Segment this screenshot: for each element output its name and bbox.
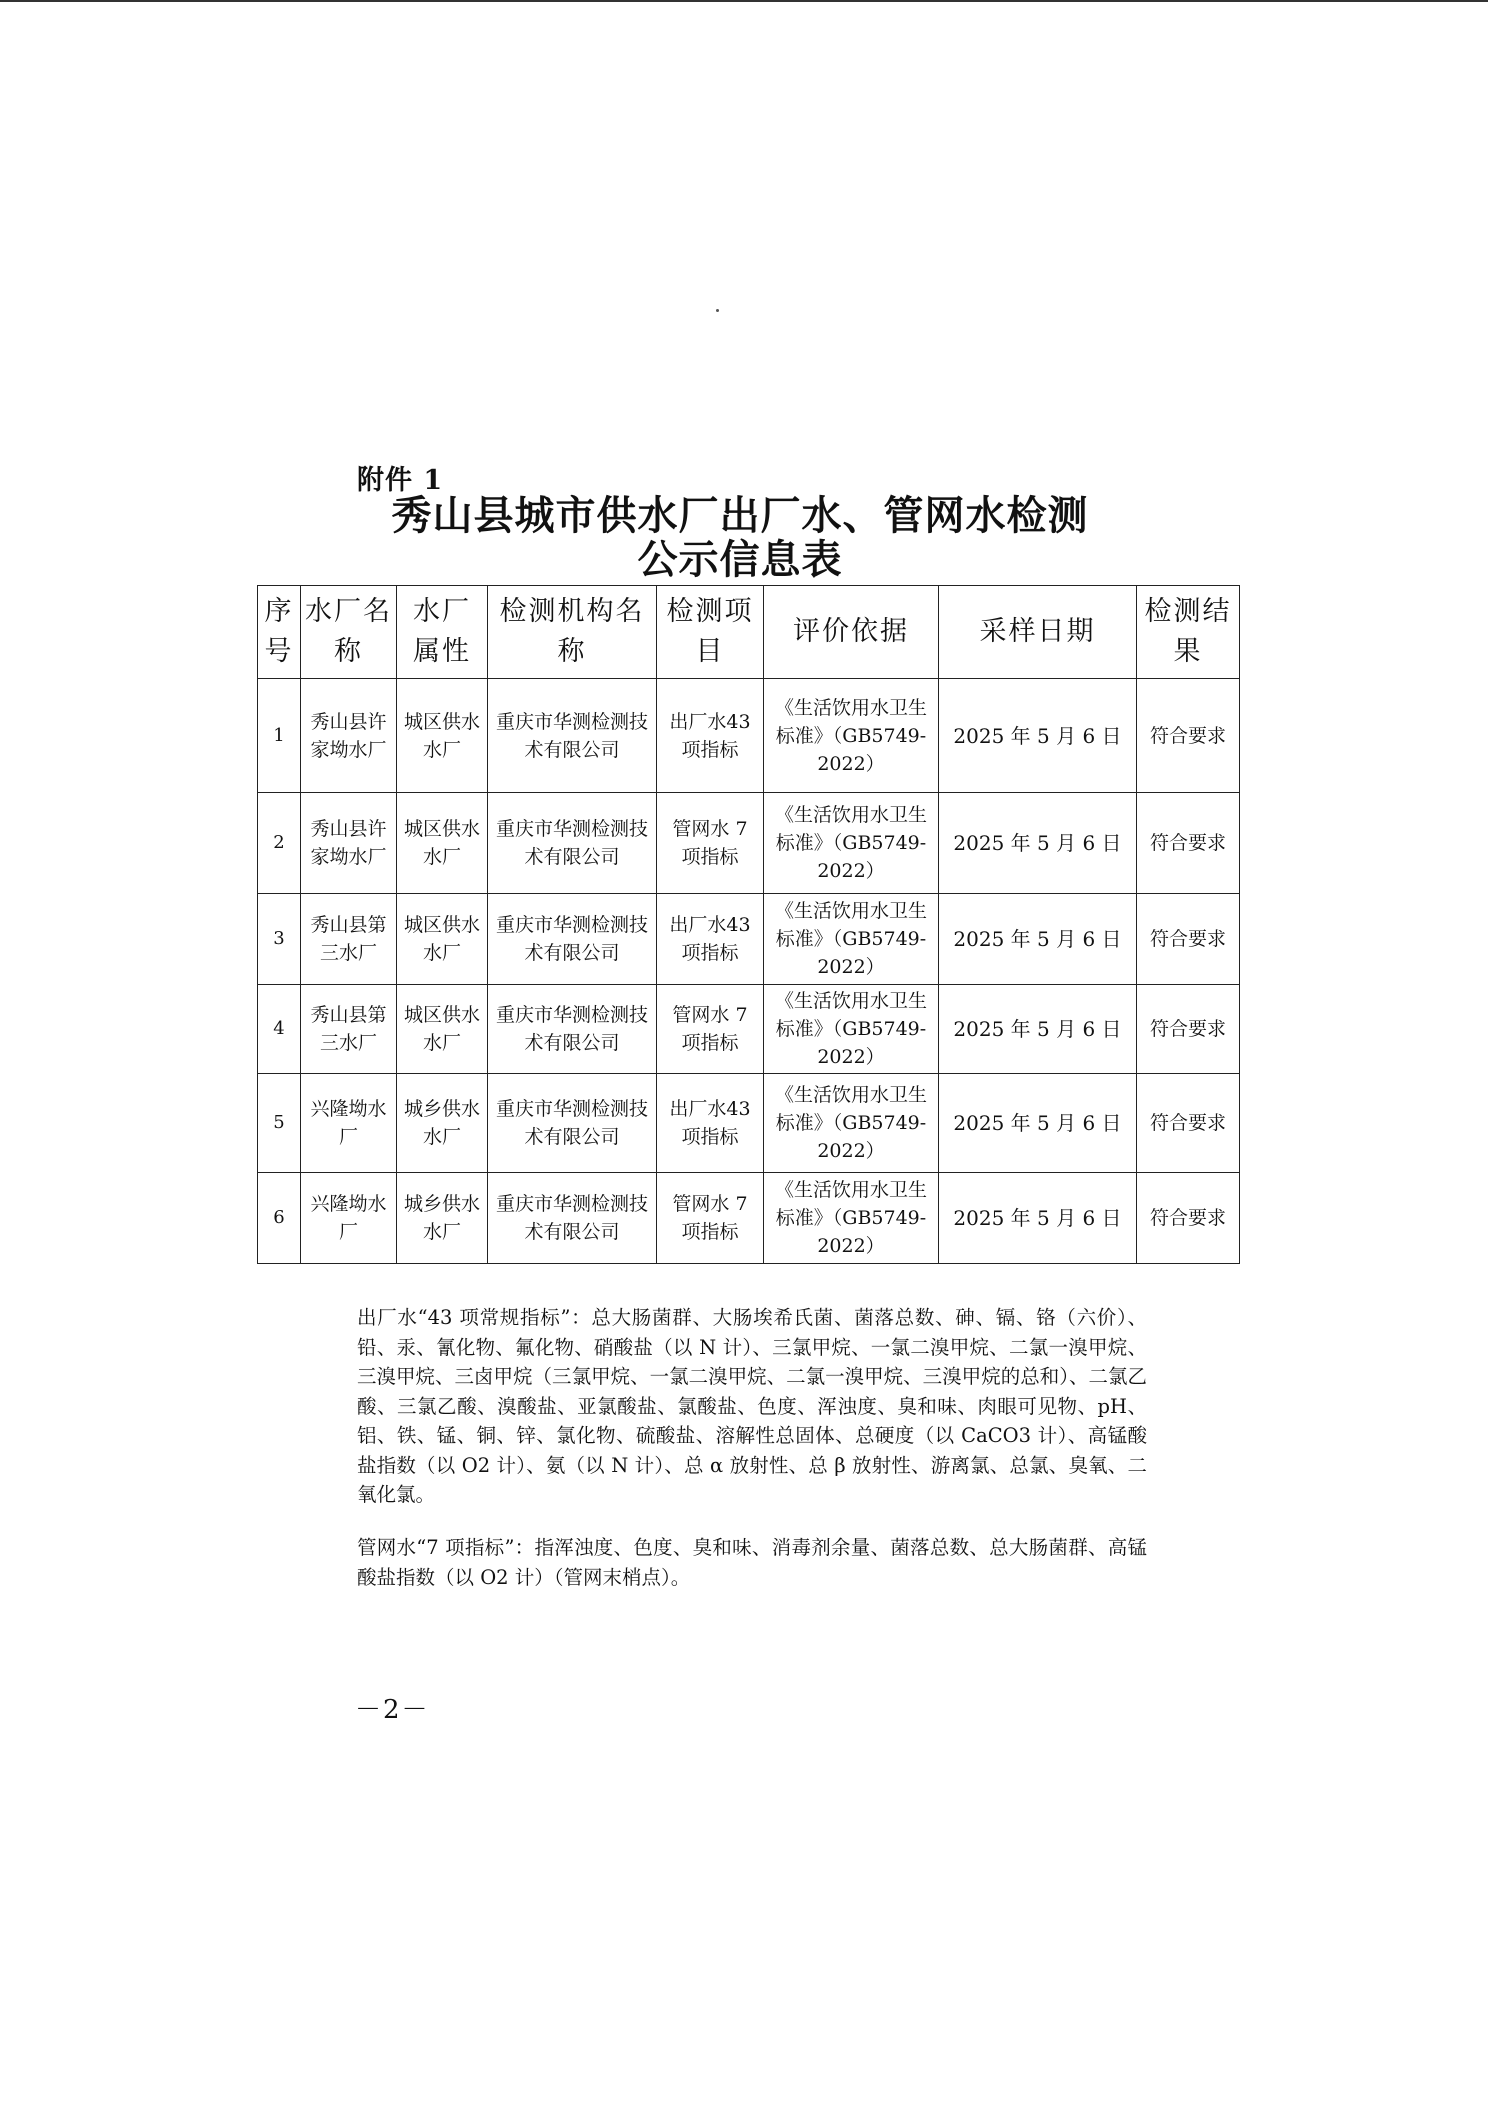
header-cell-result: 检测结果: [1137, 586, 1240, 679]
test-item: 管网水 7 项指标: [657, 985, 764, 1074]
table-header-row: [258, 586, 1240, 679]
sampling-date: 2025 年 5 月 6 日: [939, 894, 1137, 985]
plant-name: 秀山县许家坳水厂: [301, 679, 397, 793]
evaluation-basis: 《生活饮用水卫生标准》（GB5749-2022）: [764, 985, 939, 1074]
page-number: －2－: [355, 1695, 430, 1725]
attachment-label: 附件 1: [357, 465, 444, 496]
table-row: [258, 1074, 1240, 1173]
plant-name: 秀山县第三水厂: [301, 894, 397, 985]
sampling-date: 2025 年 5 月 6 日: [939, 1074, 1137, 1173]
sampling-date: 2025 年 5 月 6 日: [939, 985, 1137, 1074]
scan-speck: [716, 309, 719, 312]
testing-agency: 重庆市华测检测技术有限公司: [488, 1074, 657, 1173]
evaluation-basis: 《生活饮用水卫生标准》（GB5749-2022）: [764, 1173, 939, 1264]
evaluation-basis: 《生活饮用水卫生标准》（GB5749-2022）: [764, 894, 939, 985]
note-factory-water: 出厂水“43 项常规指标”：总大肠菌群、大肠埃希氏菌、菌落总数、砷、镉、铬（六价）、铅、汞、氰化物、氟化物、硝酸盐（以 N 计）、三氯甲烷、一氯二溴甲烷、二氯一溴甲烷、三溴甲烷、三卤甲烷（三氯甲烷、一氯二溴甲烷、二氯一溴甲烷、三溴甲烷的总和）、二氯乙酸、三氯乙酸、溴酸盐、亚氯酸盐、氯酸盐、色度、浑浊度、臭和味、肉眼可见物、pH、铝、铁、锰、铜、锌、氯化物、硫酸盐、溶解性总固体、总硬度（以 CaCO3 计）、高锰酸盐指数（以 O2 计）、氨（以 N 计）、总 α 放射性、总 β 放射性、游离氯、总氯、臭氧、二氧化氯。: [357, 1306, 1147, 1506]
header-cell-item: 检测项目: [657, 586, 764, 679]
table-row: [258, 985, 1240, 1074]
test-item: 出厂水43项指标: [657, 1074, 764, 1173]
testing-agency: 重庆市华测检测技术有限公司: [488, 985, 657, 1074]
plant-name: 秀山县许家坳水厂: [301, 793, 397, 894]
row-number: 2: [258, 793, 301, 894]
testing-agency: 重庆市华测检测技术有限公司: [488, 894, 657, 985]
table-row: [258, 793, 1240, 894]
test-item: 管网水 7 项指标: [657, 1173, 764, 1264]
sampling-date: 2025 年 5 月 6 日: [939, 1173, 1137, 1264]
document-title-line-1: 秀山县城市供水厂出厂水、管网水检测: [391, 492, 1089, 539]
test-item: 管网水 7 项指标: [657, 793, 764, 894]
row-number: 5: [258, 1074, 301, 1173]
page-top-edge: [0, 0, 1488, 2]
test-result: 符合要求: [1137, 679, 1240, 793]
header-cell-date: 采样日期: [939, 586, 1137, 679]
evaluation-basis: 《生活饮用水卫生标准》（GB5749-2022）: [764, 1074, 939, 1173]
plant-attribute: 城区供水水厂: [397, 985, 488, 1074]
evaluation-basis: 《生活饮用水卫生标准》（GB5749-2022）: [764, 793, 939, 894]
plant-attribute: 城区供水水厂: [397, 679, 488, 793]
test-result: 符合要求: [1137, 793, 1240, 894]
header-cell-no: 序号: [258, 586, 301, 679]
plant-attribute: 城乡供水水厂: [397, 1173, 488, 1264]
testing-agency: 重庆市华测检测技术有限公司: [488, 793, 657, 894]
row-number: 6: [258, 1173, 301, 1264]
test-result: 符合要求: [1137, 985, 1240, 1074]
sampling-date: 2025 年 5 月 6 日: [939, 793, 1137, 894]
plant-name: 秀山县第三水厂: [301, 985, 397, 1074]
table-row: [258, 894, 1240, 985]
header-cell-plant: 水厂名称: [301, 586, 397, 679]
inspection-table: [257, 585, 1240, 1264]
row-number: 3: [258, 894, 301, 985]
header-cell-attr: 水厂属性: [397, 586, 488, 679]
plant-name: 兴隆坳水厂: [301, 1074, 397, 1173]
test-result: 符合要求: [1137, 1173, 1240, 1264]
test-result: 符合要求: [1137, 1074, 1240, 1173]
table-row: [258, 679, 1240, 793]
table-row: [258, 1173, 1240, 1264]
document-title-line-2: 公示信息表: [637, 536, 843, 583]
test-result: 符合要求: [1137, 894, 1240, 985]
header-cell-agency: 检测机构名称: [488, 586, 657, 679]
plant-attribute: 城区供水水厂: [397, 793, 488, 894]
sampling-date: 2025 年 5 月 6 日: [939, 679, 1137, 793]
plant-name: 兴隆坳水厂: [301, 1173, 397, 1264]
testing-agency: 重庆市华测检测技术有限公司: [488, 679, 657, 793]
testing-agency: 重庆市华测检测技术有限公司: [488, 1173, 657, 1264]
row-number: 1: [258, 679, 301, 793]
test-item: 出厂水43项指标: [657, 679, 764, 793]
evaluation-basis: 《生活饮用水卫生标准》（GB5749-2022）: [764, 679, 939, 793]
row-number: 4: [258, 985, 301, 1074]
header-cell-basis: 评价依据: [764, 586, 939, 679]
test-item: 出厂水43项指标: [657, 894, 764, 985]
plant-attribute: 城区供水水厂: [397, 894, 488, 985]
plant-attribute: 城乡供水水厂: [397, 1074, 488, 1173]
note-network-water: 管网水“7 项指标”：指浑浊度、色度、臭和味、消毒剂余量、菌落总数、总大肠菌群、高锰酸盐指数（以 O2 计）（管网末梢点）。: [357, 1536, 1147, 1589]
